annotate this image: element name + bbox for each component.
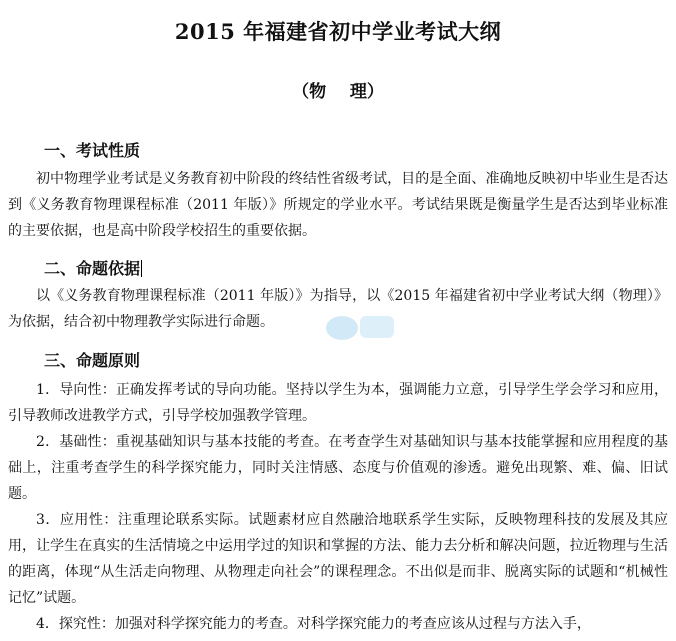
paragraph-basis: 以《义务教育物理课程标准（2011 年版）》为指导，以《2015 年福建省初中学业考试大纲（物理）》为依据，结合初中物理教学实际进行命题。 <box>8 288 668 330</box>
document-subtitle: （物 理） <box>292 82 384 102</box>
paragraph-principle-guidance: 1．导向性：正确发挥考试的导向功能。坚持以学生为本，强调能力立意，引导学生学会学习和应用，引导教师改进教学方式，引导学校加强教学管理。 <box>8 382 668 424</box>
paragraph-principle-inquiry: 4．探究性：加强对科学探究能力的考查。对科学探究能力的考查应该从过程与方法入手， <box>36 616 591 632</box>
document-title: 2015 年福建省初中学业考试大纲 <box>174 19 502 44</box>
paragraph-principle-fundamentals: 2．基础性：重视基础知识与基本技能的考查。在考查学生对基础知识与基本技能掌握和应用程度的基础上，注重考查学生的科学探究能力，同时关注情感、态度与价值观的渗透。避免出现繁、难、偏、旧试题。 <box>8 434 668 502</box>
section-heading-principles: 三、命题原则 <box>44 351 141 370</box>
section-heading-basis-text: 二、命题依据 <box>44 259 141 278</box>
paragraph-exam-nature: 初中物理学业考试是义务教育初中阶段的终结性省级考试，目的是全面、准确地反映初中毕业生是否达到《义务教育物理课程标准（2011 年版）》所规定的学业水平。考试结果既是衡量学生是否达到毕业标准的主要依据，也是高中阶段学校招生的重要依据。 <box>8 171 668 239</box>
section-heading-basis <box>44 256 142 279</box>
paragraph-principle-application: 3．应用性：注重理论联系实际。试题素材应自然融洽地联系学生实际，反映物理科技的发展及其应用，让学生在真实的生活情境之中运用学过的知识和掌握的方法、能力去分析和解决问题，拉近物理与生活的距离，体现“从生活走向物理、从物理走向社会”的课程理念。不出似是而非、脱离实际的试题和“机械性记忆”试题。 <box>8 512 668 606</box>
section-heading-exam-nature: 一、考试性质 <box>44 141 141 160</box>
text-cursor <box>141 260 142 277</box>
